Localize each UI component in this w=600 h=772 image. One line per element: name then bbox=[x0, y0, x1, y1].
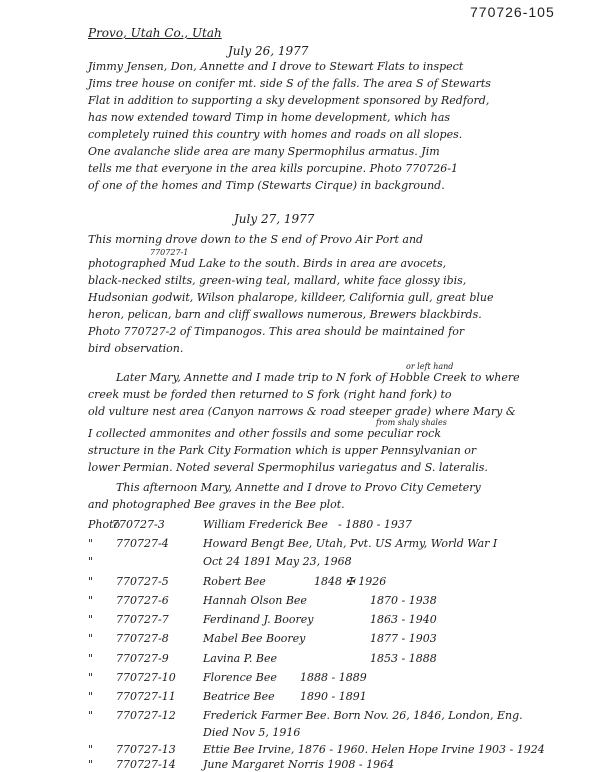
grave-name: Robert Bee bbox=[203, 575, 266, 588]
entry-line: tells me that everyone in the area kills porcupine. Photo 770726-1 bbox=[88, 162, 458, 175]
photo-number: 770727-5 bbox=[116, 575, 169, 588]
photo-prefix: " bbox=[88, 613, 94, 626]
entry-line: bird observation. bbox=[88, 342, 184, 355]
grave-name: Oct 24 1891 May 23, 1968 bbox=[203, 555, 352, 568]
entry-line: photographed Mud Lake to the south. Birds in area are avocets, bbox=[88, 257, 447, 270]
photo-number: 770727-4 bbox=[116, 537, 169, 550]
photo-prefix: " bbox=[88, 575, 94, 588]
page-id: 770726-105 bbox=[470, 4, 555, 20]
photo-number: 770727-6 bbox=[116, 594, 169, 607]
entry-line: black-necked stilts, green-wing teal, mallard, white face glossy ibis, bbox=[88, 274, 467, 287]
photo-number: 770727-3 bbox=[112, 518, 165, 531]
photo-number: 770727-14 bbox=[116, 758, 176, 771]
entry-line: Flat in addition to supporting a sky development sponsored by Redford, bbox=[88, 94, 490, 107]
interlinear-insert: 770727-1 bbox=[150, 248, 189, 257]
grave-name: Frederick Farmer Bee. Born Nov. 26, 1846, London, Eng. bbox=[203, 709, 523, 722]
grave-dates: 1863 - 1940 bbox=[370, 613, 437, 626]
grave-name: Mabel Bee Boorey bbox=[203, 632, 306, 645]
grave-name: William Frederick Bee bbox=[203, 518, 328, 531]
entry-line: One avalanche slide area are many Spermophilus armatus. Jim bbox=[88, 145, 440, 158]
photo-prefix: " bbox=[88, 555, 94, 568]
grave-name: Died Nov 5, 1916 bbox=[203, 726, 301, 739]
grave-dates: - 1880 - 1937 bbox=[338, 518, 412, 531]
grave-dates: 1877 - 1903 bbox=[370, 632, 437, 645]
entry-line: Photo 770727-2 of Timpanogos. This area should be maintained for bbox=[88, 325, 465, 338]
entry-line: Hudsonian godwit, Wilson phalarope, killdeer, California gull, great blue bbox=[88, 291, 494, 304]
entry-date: July 27, 1977 bbox=[234, 212, 315, 226]
grave-dates: 1848 ✠ 1926 bbox=[314, 575, 387, 588]
entry-line: This morning drove down to the S end of Provo Air Port and bbox=[88, 233, 424, 246]
photo-number: 770727-13 bbox=[116, 743, 176, 756]
photo-prefix: " bbox=[88, 652, 94, 665]
entry-line: Later Mary, Annette and I made trip to N fork of Hobble Creek to where bbox=[116, 371, 520, 384]
grave-name: Howard Bengt Bee, Utah, Pvt. US Army, World War I bbox=[203, 537, 498, 550]
photo-prefix: " bbox=[88, 743, 94, 756]
grave-name: Hannah Olson Bee bbox=[203, 594, 307, 607]
photo-prefix: " bbox=[88, 758, 94, 771]
photo-prefix: " bbox=[88, 632, 94, 645]
grave-dates: 1853 - 1888 bbox=[370, 652, 437, 665]
photo-prefix: " bbox=[88, 537, 94, 550]
photo-number: 770727-10 bbox=[116, 671, 176, 684]
entry-line: of one of the homes and Timp (Stewarts Cirque) in background. bbox=[88, 179, 445, 192]
entry-line: creek must be forded then returned to S fork (right hand fork) to bbox=[88, 388, 452, 401]
photo-number: 770727-8 bbox=[116, 632, 169, 645]
grave-name: Ettie Bee Irvine, 1876 - 1960. Helen Hope Irvine 1903 - 1924 bbox=[203, 743, 545, 756]
photo-prefix: " bbox=[88, 671, 94, 684]
photo-prefix: " bbox=[88, 709, 94, 722]
entry-line: This afternoon Mary, Annette and I drove to Provo City Cemetery bbox=[116, 481, 481, 494]
entry-line: lower Permian. Noted several Spermophilus variegatus and S. lateralis. bbox=[88, 461, 488, 474]
entry-line: old vulture nest area (Canyon narrows & road steeper grade) where Mary & bbox=[88, 405, 516, 418]
grave-dates: 1890 - 1891 bbox=[300, 690, 367, 703]
grave-dates: 1870 - 1938 bbox=[370, 594, 437, 607]
grave-name: June Margaret Norris 1908 - 1964 bbox=[203, 758, 395, 771]
entry-line: and photographed Bee graves in the Bee plot. bbox=[88, 498, 345, 511]
grave-name: Florence Bee bbox=[203, 671, 277, 684]
interlinear-insert: from shaly shales bbox=[376, 418, 447, 427]
entry-line: completely ruined this country with homes and roads on all slopes. bbox=[88, 128, 463, 141]
photo-prefix: " bbox=[88, 594, 94, 607]
photo-prefix: " bbox=[88, 690, 94, 703]
grave-name: Lavina P. Bee bbox=[203, 652, 278, 665]
entry-line: Jims tree house on conifer mt. side S of the falls. The area S of Stewarts bbox=[88, 77, 491, 90]
grave-name: Beatrice Bee bbox=[203, 690, 275, 703]
entry-line: I collected ammonites and other fossils and some peculiar rock bbox=[88, 427, 441, 440]
photo-number: 770727-9 bbox=[116, 652, 169, 665]
photo-prefix: Photo bbox=[88, 518, 121, 531]
grave-name: Ferdinand J. Boorey bbox=[203, 613, 314, 626]
photo-number: 770727-11 bbox=[116, 690, 176, 703]
entry-line: has now extended toward Timp in home development, which has bbox=[88, 111, 451, 124]
place-heading: Provo, Utah Co., Utah bbox=[88, 26, 222, 40]
photo-number: 770727-12 bbox=[116, 709, 176, 722]
entry-line: Jimmy Jensen, Don, Annette and I drove to Stewart Flats to inspect bbox=[88, 60, 464, 73]
photo-number: 770727-7 bbox=[116, 613, 169, 626]
entry-line: structure in the Park City Formation which is upper Pennsylvanian or bbox=[88, 444, 477, 457]
interlinear-insert: or left hand bbox=[406, 362, 454, 371]
entry-date: July 26, 1977 bbox=[228, 44, 309, 58]
entry-line: heron, pelican, barn and cliff swallows numerous, Brewers blackbirds. bbox=[88, 308, 482, 321]
grave-dates: 1888 - 1889 bbox=[300, 671, 367, 684]
